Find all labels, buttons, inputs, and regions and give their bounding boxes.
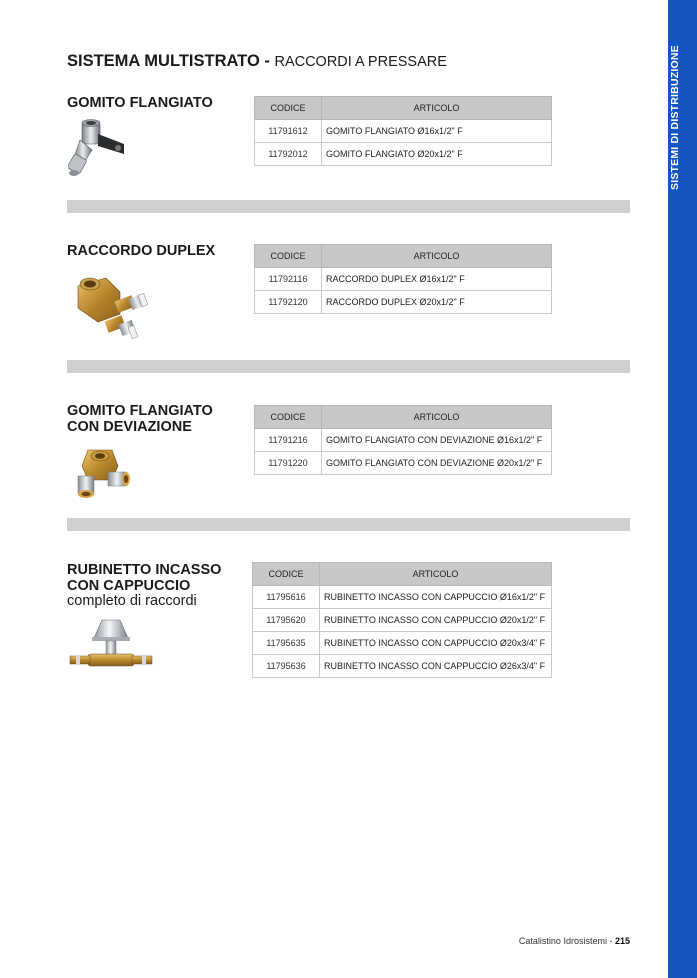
product-code: 11792116 <box>255 268 322 291</box>
product-article: GOMITO FLANGIATO Ø16x1/2" F <box>322 120 552 143</box>
product-code: 11795616 <box>253 586 320 609</box>
table-row <box>253 632 552 655</box>
section-divider <box>67 200 630 213</box>
product-table-rubinetto-incasso <box>252 562 552 678</box>
gomito-flangiato-deviazione-image <box>72 446 134 504</box>
product-article: RUBINETTO INCASSO CON CAPPUCCIO Ø20x3/4" F <box>320 632 552 655</box>
section-divider <box>67 360 630 373</box>
table-row <box>255 452 552 475</box>
column-header-code: CODICE <box>255 245 322 268</box>
column-header-code: CODICE <box>253 563 320 586</box>
table-header-row <box>255 406 552 429</box>
section-title-line: RACCORDO DUPLEX <box>67 243 216 259</box>
product-article: RUBINETTO INCASSO CON CAPPUCCIO Ø20x1/2" F <box>320 609 552 632</box>
table-row <box>253 655 552 678</box>
product-article: GOMITO FLANGIATO CON DEVIAZIONE Ø16x1/2" F <box>322 429 552 452</box>
section-note: completo di raccordi <box>67 593 197 609</box>
section-title-line: CON CAPPUCCIO <box>67 577 191 594</box>
product-code: 11791216 <box>255 429 322 452</box>
section-title-line: GOMITO FLANGIATO <box>67 95 213 111</box>
section-title-gomito-flangiato-deviazione <box>67 404 213 435</box>
table-header-row <box>253 563 552 586</box>
page-footer <box>519 936 630 946</box>
table-row <box>253 586 552 609</box>
side-tab-label: SISTEMI DI DISTRIBUZIONE <box>669 45 681 190</box>
column-header-article: ARTICOLO <box>322 245 552 268</box>
product-article: RUBINETTO INCASSO CON CAPPUCCIO Ø26x3/4" F <box>320 655 552 678</box>
product-article: RUBINETTO INCASSO CON CAPPUCCIO Ø16x1/2" F <box>320 586 552 609</box>
product-article: RACCORDO DUPLEX Ø20x1/2" F <box>322 291 552 314</box>
product-code: 11791220 <box>255 452 322 475</box>
page-title <box>67 52 447 71</box>
gomito-flangiato-image <box>68 118 132 180</box>
product-code: 11795635 <box>253 632 320 655</box>
column-header-article: ARTICOLO <box>322 406 552 429</box>
page-title-sub: RACCORDI A PRESSARE <box>274 54 447 70</box>
table-row <box>255 429 552 452</box>
table-header-row <box>255 245 552 268</box>
table-row <box>255 120 552 143</box>
product-code: 11791612 <box>255 120 322 143</box>
table-header-row <box>255 97 552 120</box>
table-row <box>253 609 552 632</box>
table-row <box>255 268 552 291</box>
product-table-gomito-flangiato-deviazione <box>254 405 552 475</box>
product-article: GOMITO FLANGIATO Ø20x1/2" F <box>322 143 552 166</box>
product-code: 11792120 <box>255 291 322 314</box>
column-header-article: ARTICOLO <box>322 97 552 120</box>
section-title-line: RUBINETTO INCASSO <box>67 562 222 578</box>
page-title-main: SISTEMA MULTISTRATO - <box>67 52 270 70</box>
product-table-gomito-flangiato <box>254 96 552 166</box>
product-article: GOMITO FLANGIATO CON DEVIAZIONE Ø20x1/2" F <box>322 452 552 475</box>
column-header-article: ARTICOLO <box>320 563 552 586</box>
column-header-code: CODICE <box>255 97 322 120</box>
section-title-line: CON DEVIAZIONE <box>67 418 192 435</box>
raccordo-duplex-image <box>76 268 156 344</box>
footer-catalog: Catalistino Idrosistemi - <box>518 936 613 946</box>
table-row <box>255 143 552 166</box>
page-number: 215 <box>614 936 630 946</box>
product-article: RACCORDO DUPLEX Ø16x1/2" F <box>322 268 552 291</box>
product-code: 11792012 <box>255 143 322 166</box>
section-title-line: GOMITO FLANGIATO <box>67 403 213 419</box>
section-title-raccordo-duplex <box>67 244 215 260</box>
rubinetto-incasso-image <box>68 616 154 674</box>
table-row <box>255 291 552 314</box>
section-title-rubinetto-incasso <box>67 563 221 610</box>
section-divider <box>67 518 630 531</box>
section-title-gomito-flangiato <box>67 96 213 112</box>
product-code: 11795620 <box>253 609 320 632</box>
column-header-code: CODICE <box>255 406 322 429</box>
product-table-raccordo-duplex <box>254 244 552 314</box>
product-code: 11795636 <box>253 655 320 678</box>
